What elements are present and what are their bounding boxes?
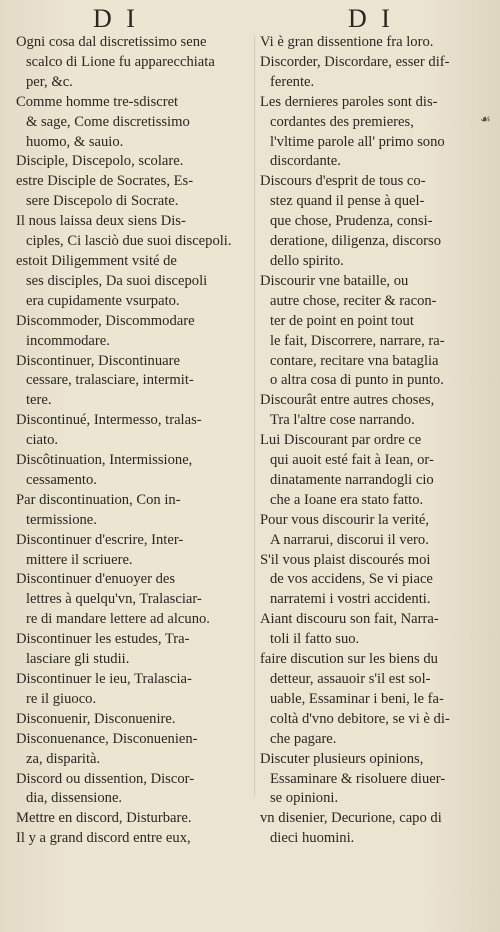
dictionary-entry xyxy=(16,451,254,491)
entry-headline: Discontinuer, Discontinuare xyxy=(16,352,180,369)
entry-headline: Les dernieres paroles sont dis- xyxy=(260,93,438,110)
entry-continuation: Essaminare & risoluere diuer- xyxy=(270,770,446,787)
entry-headline: Disconuenance, Disconuenien- xyxy=(16,730,198,747)
entry-headline: Discontinuer d'escrire, Inter- xyxy=(16,531,184,548)
dictionary-entry xyxy=(260,33,498,53)
header-right: D I xyxy=(348,4,394,33)
entry-headline: Mettre en discord, Disturbare. xyxy=(16,810,192,827)
dictionary-entry xyxy=(16,829,254,849)
entry-continuation: contare, recitare vna bataglia xyxy=(270,352,439,369)
dictionary-entry xyxy=(16,570,254,630)
entry-headline: Lui Discourant par ordre ce xyxy=(260,432,422,449)
entry-continuation: ciples, Ci lasciò due suoi discepoli. xyxy=(26,233,232,250)
dictionary-entry xyxy=(16,33,254,93)
dictionary-entry xyxy=(260,511,498,551)
entry-continuation: Tra l'altre cose narrando. xyxy=(270,412,415,429)
entry-continuation: mittere il scriuere. xyxy=(26,551,133,568)
entry-continuation: dinatamente narrandogli cio xyxy=(270,471,434,488)
entry-headline: Discourât entre autres choses, xyxy=(260,392,435,409)
entry-continuation: que chose, Prudenza, consi- xyxy=(270,213,433,230)
dictionary-entry xyxy=(16,730,254,770)
entry-continuation: A narrarui, discorui il vero. xyxy=(270,531,429,548)
left-column xyxy=(16,33,254,849)
entry-continuation: dia, dissensione. xyxy=(26,790,123,807)
dictionary-entry xyxy=(260,650,498,750)
entry-continuation: qui auoit esté fait à Iean, or- xyxy=(270,452,434,469)
entry-headline: Pour vous discourir la verité, xyxy=(260,511,430,528)
entry-continuation: detteur, assauoir s'il est sol- xyxy=(270,671,431,687)
entry-headline: Discontinuer les estudes, Tra- xyxy=(16,631,190,648)
header-left: D I xyxy=(93,4,139,33)
entry-continuation: autre chose, reciter & racon- xyxy=(270,292,437,309)
entry-continuation: deratione, diligenza, discorso xyxy=(270,233,442,250)
entry-continuation: lettres à quelqu'vn, Tralasciar- xyxy=(26,591,202,608)
entry-continuation: le fait, Discorrere, narrare, ra- xyxy=(270,332,445,349)
entry-continuation: ciato. xyxy=(26,432,59,449)
entry-continuation: cessare, tralasciare, intermit- xyxy=(26,372,194,389)
entry-continuation: se opinioni. xyxy=(270,790,339,807)
entry-continuation: ses disciples, Da suoi discepoli xyxy=(26,272,208,289)
dictionary-entry xyxy=(16,531,254,571)
entry-headline: Discorder, Discordare, esser dif- xyxy=(260,53,450,70)
entry-headline: Il y a grand discord entre eux, xyxy=(16,830,191,847)
entry-headline: Aiant discouru son fait, Narra- xyxy=(260,611,439,628)
entry-continuation: coltà d'vno debitore, se vi è di- xyxy=(270,710,450,727)
dictionary-entry xyxy=(16,770,254,810)
entry-continuation: stez quand il pense à quel- xyxy=(270,193,425,210)
entry-continuation: era cupidamente vsurpato. xyxy=(26,292,180,309)
entry-headline: Discontinuer d'enuoyer des xyxy=(16,571,176,588)
dictionary-entry xyxy=(260,391,498,431)
entry-headline: Discuter plusieurs opinions, xyxy=(260,750,424,767)
dictionary-entry xyxy=(260,809,498,849)
entry-headline: Discord ou dissention, Discor- xyxy=(16,770,195,787)
dictionary-entry xyxy=(16,491,254,531)
entry-continuation: per, &c. xyxy=(26,73,73,90)
dictionary-entry xyxy=(260,272,498,391)
entry-headline: Disconuenir, Disconuenire. xyxy=(16,710,176,727)
entry-headline: Par discontinuation, Con in- xyxy=(16,491,181,508)
dictionary-entry xyxy=(16,352,254,412)
dictionary-entry xyxy=(16,152,254,172)
running-header xyxy=(0,4,500,34)
entry-headline: Discours d'esprit de tous co- xyxy=(260,173,426,190)
entry-headline: faire discution sur les biens du xyxy=(260,651,438,668)
entry-headline: Comme homme tre-sdiscret xyxy=(16,93,179,110)
entry-headline: Discontinué, Intermesso, tralas- xyxy=(16,412,202,429)
dictionary-entry xyxy=(260,93,498,173)
entry-continuation: termissione. xyxy=(26,511,97,528)
entry-continuation: ter de point en point tout xyxy=(270,312,414,329)
dictionary-entry xyxy=(260,551,498,611)
entry-continuation: uable, Essaminar i beni, le fa- xyxy=(270,690,444,707)
dictionary-entry xyxy=(260,431,498,511)
entry-continuation: l'vltime parole all' primo sono xyxy=(270,133,445,150)
dictionary-entry xyxy=(260,610,498,650)
dictionary-entry xyxy=(16,172,254,212)
entry-continuation: re il giuoco. xyxy=(26,690,97,707)
dictionary-entry xyxy=(16,212,254,252)
entry-headline: estre Disciple de Socrates, Es- xyxy=(16,173,194,190)
dictionary-entry xyxy=(16,411,254,451)
entry-headline: Vi è gran dissentione fra loro. xyxy=(260,34,434,50)
entry-headline: S'il vous plaist discourés moi xyxy=(260,551,431,568)
entry-continuation: o altra cosa di punto in punto. xyxy=(270,372,444,389)
dictionary-entry xyxy=(16,710,254,730)
entry-headline: estoit Diligemment vsité de xyxy=(16,252,177,269)
entry-continuation: re di mandare lettere ad alcuno. xyxy=(26,611,210,628)
entry-headline: Il nous laissa deux siens Dis- xyxy=(16,213,186,230)
entry-continuation: cordantes des premieres, xyxy=(270,113,414,130)
entry-continuation: dieci huomini. xyxy=(270,830,355,847)
entry-headline: vn disenier, Decurione, capo di xyxy=(260,810,442,827)
entry-continuation: lasciare gli studii. xyxy=(26,651,130,668)
dictionary-entry xyxy=(260,53,498,93)
entry-continuation: de vos accidens, Se vi piace xyxy=(270,571,433,588)
dictionary-entry xyxy=(16,252,254,312)
entry-continuation: za, disparità. xyxy=(26,750,101,767)
entry-continuation: che a Ioane era stato fatto. xyxy=(270,491,424,508)
entry-continuation: & sage, Come discretissimo xyxy=(26,113,190,130)
dictionary-entry xyxy=(16,809,254,829)
entry-continuation: scalco di Lione fu apparecchiata xyxy=(26,53,215,70)
entry-continuation: cessamento. xyxy=(26,471,97,488)
entry-continuation: discordante. xyxy=(270,153,341,170)
dictionary-entry xyxy=(260,750,498,810)
dictionary-entry xyxy=(16,93,254,153)
entry-continuation: toli il fatto suo. xyxy=(270,631,360,648)
entry-continuation: incommodare. xyxy=(26,332,110,349)
entry-headline: Discourir vne bataille, ou xyxy=(260,272,409,289)
right-column xyxy=(260,33,498,849)
entry-continuation: dello spirito. xyxy=(270,252,344,269)
entry-headline: Discommoder, Discommodare xyxy=(16,312,195,329)
entry-continuation: sere Discepolo di Socrate. xyxy=(26,193,179,210)
entry-headline: Ogni cosa dal discretissimo sene xyxy=(16,34,207,50)
column-gutter xyxy=(254,36,255,796)
entry-continuation: ferente. xyxy=(270,73,315,90)
margin-mark: ☙ xyxy=(480,112,491,126)
entry-headline: Disciple, Discepolo, scolare. xyxy=(16,153,184,170)
dictionary-entry xyxy=(16,630,254,670)
entry-continuation: huomo, & sauio. xyxy=(26,133,124,150)
dictionary-entry xyxy=(16,312,254,352)
entry-headline: Discôtinuation, Intermissione, xyxy=(16,452,193,469)
entry-continuation: tere. xyxy=(26,392,52,409)
entry-continuation: narratemi i vostri accidenti. xyxy=(270,591,431,608)
dictionary-entry xyxy=(16,670,254,710)
entry-headline: Discontinuer le ieu, Tralascia- xyxy=(16,671,192,687)
entry-continuation: che pagare. xyxy=(270,730,337,747)
dictionary-entry xyxy=(260,172,498,272)
